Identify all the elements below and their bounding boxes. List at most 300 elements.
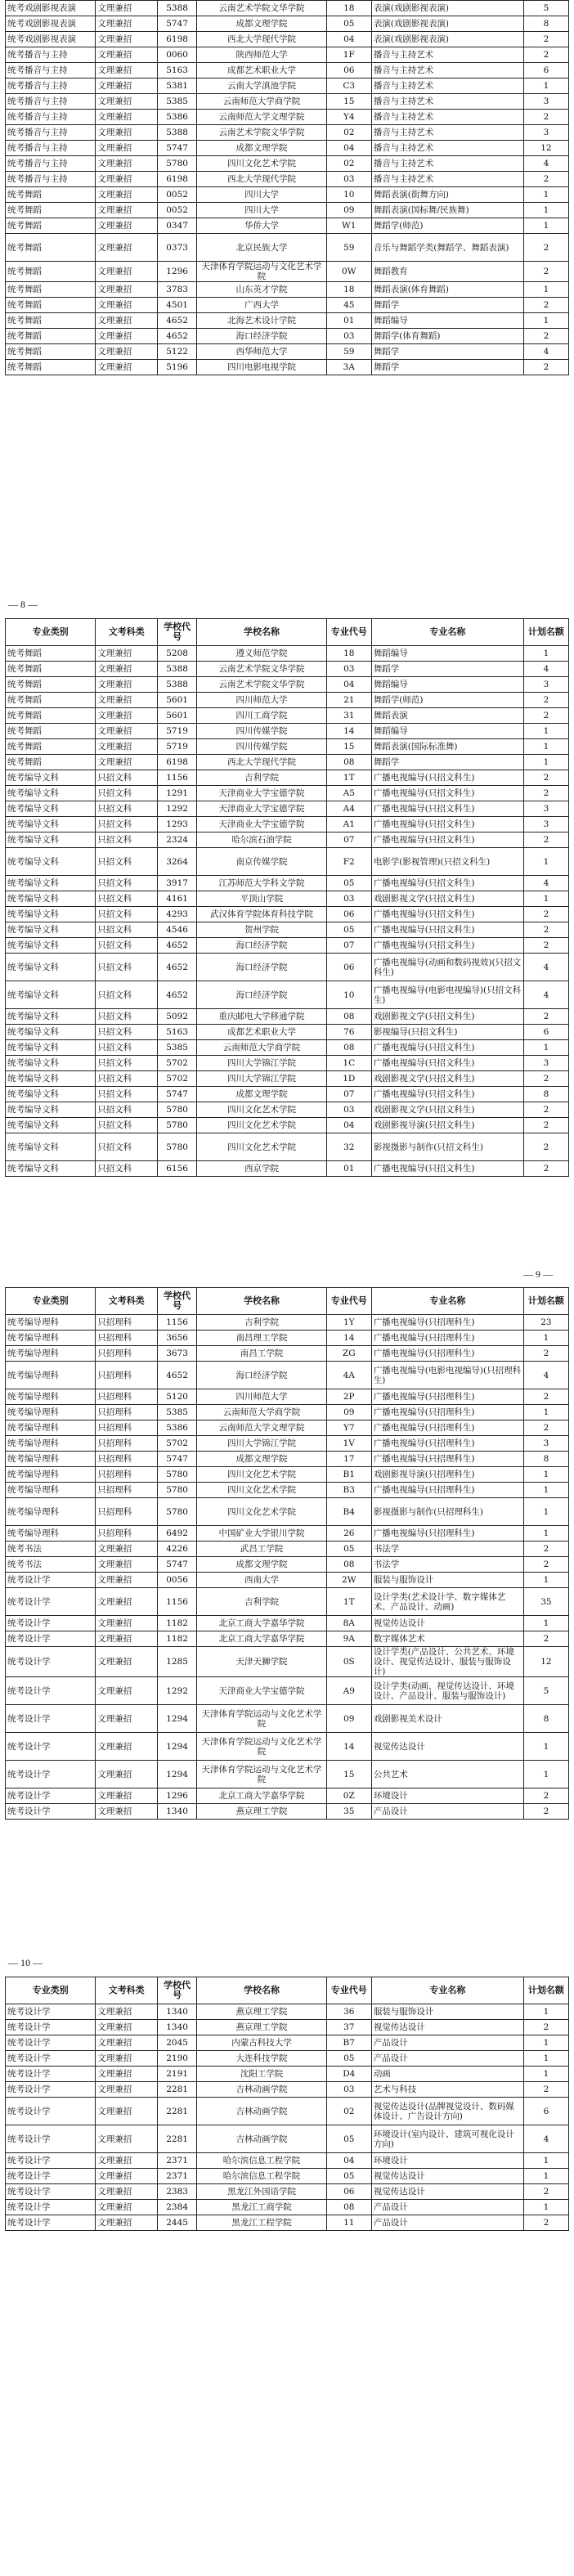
plan-count-cell: 2 <box>523 922 568 938</box>
column-header-cat: 专业类别 <box>6 1977 96 2004</box>
category-cell: 统考编导理科 <box>6 1483 96 1498</box>
plan-count-cell: 4 <box>523 156 568 172</box>
category-cell: 统考设计学 <box>6 2184 96 2200</box>
major-code-cell: 09 <box>326 1405 371 1420</box>
school-name-cell: 四川文化艺术学院 <box>197 1133 326 1161</box>
plan-count-cell: 3 <box>523 94 568 110</box>
major-name-cell: 戏剧影视文学(只招文科生) <box>371 1102 523 1118</box>
subject-cell: 文理兼招 <box>96 172 158 187</box>
school-name-cell: 哈尔滨信息工程学院 <box>197 2169 326 2184</box>
major-code-cell: F2 <box>326 848 371 876</box>
school-name-cell: 黑龙江工程学院 <box>197 2215 326 2231</box>
column-header-code: 学校代号 <box>158 619 197 646</box>
major-code-cell: B3 <box>326 1483 371 1498</box>
table-row <box>6 1102 569 1118</box>
major-name-cell: 舞蹈学(体育舞蹈) <box>371 329 523 344</box>
plan-count-cell: 8 <box>523 1705 568 1733</box>
major-name-cell: 广播电视编导(只招理科生) <box>371 1389 523 1405</box>
table-row <box>6 156 569 172</box>
major-code-cell: W1 <box>326 218 371 234</box>
subject-cell: 文理兼招 <box>96 1542 158 1557</box>
plan-count-cell: 23 <box>523 1315 568 1331</box>
major-code-cell: 2P <box>326 1389 371 1405</box>
subject-cell: 文理兼招 <box>96 1588 158 1616</box>
major-name-cell: 戏剧影视文学(只招文科生) <box>371 891 523 907</box>
plan-count-cell: 2 <box>523 693 568 708</box>
subject-cell: 文理兼招 <box>96 1677 158 1705</box>
column-header-plan: 计划名额 <box>523 1288 568 1315</box>
major-code-cell: 17 <box>326 1452 371 1467</box>
school-name-cell: 成都文理学院 <box>197 1557 326 1573</box>
category-cell: 统考设计学 <box>6 2098 96 2125</box>
category-cell: 统考编导文科 <box>6 832 96 848</box>
subject-cell: 文理兼招 <box>96 156 158 172</box>
major-name-cell: 环境设计 <box>371 2153 523 2169</box>
plan-count-cell: 3 <box>523 125 568 141</box>
school-code-cell: 5780 <box>158 156 197 172</box>
subject-cell: 文理兼招 <box>96 329 158 344</box>
plan-count-cell: 1 <box>523 2067 568 2082</box>
school-code-cell: 4652 <box>158 938 197 954</box>
major-code-cell: 1Y <box>326 1315 371 1331</box>
school-code-cell: 1156 <box>158 1315 197 1331</box>
major-code-cell: 09 <box>326 203 371 218</box>
subject-cell: 文理兼招 <box>96 262 158 282</box>
plan-count-cell: 1 <box>523 755 568 770</box>
school-name-cell: 云南师范大学商学院 <box>197 94 326 110</box>
subject-cell: 只招文科 <box>96 1025 158 1040</box>
table-row <box>6 1705 569 1733</box>
school-name-cell: 云南师范大学文理学院 <box>197 110 326 125</box>
school-name-cell: 贺州学院 <box>197 922 326 938</box>
table-row <box>6 187 569 203</box>
subject-cell: 文理兼招 <box>96 125 158 141</box>
subject-cell: 只招文科 <box>96 1102 158 1118</box>
major-code-cell: ZG <box>326 1346 371 1362</box>
plan-count-cell: 8 <box>523 1452 568 1467</box>
school-name-cell: 中国矿业大学银川学院 <box>197 1526 326 1542</box>
school-code-cell: 1296 <box>158 262 197 282</box>
plan-count-cell: 1 <box>523 313 568 329</box>
table-row <box>6 1452 569 1467</box>
plan-count-cell: 8 <box>523 1087 568 1102</box>
school-code-cell: 4652 <box>158 954 197 981</box>
plan-count-cell: 2 <box>523 1788 568 1804</box>
school-code-cell: 5386 <box>158 110 197 125</box>
major-name-cell: 播音与主持艺术 <box>371 172 523 187</box>
category-cell: 统考舞蹈 <box>6 313 96 329</box>
category-cell: 统考播音与主持 <box>6 110 96 125</box>
category-cell: 统考编导文科 <box>6 1071 96 1087</box>
category-cell: 统考设计学 <box>6 1788 96 1804</box>
major-name-cell: 舞蹈编导 <box>371 724 523 739</box>
table-row <box>6 662 569 677</box>
plan-count-cell: 2 <box>523 1542 568 1557</box>
table-row <box>6 1087 569 1102</box>
major-name-cell: 表演(戏剧影视表演) <box>371 1 523 16</box>
school-name-cell: 四川大学锦江学院 <box>197 1056 326 1071</box>
major-name-cell: 舞蹈表演(国际标准舞) <box>371 739 523 755</box>
subject-cell: 文理兼招 <box>96 1557 158 1573</box>
category-cell: 统考设计学 <box>6 1573 96 1588</box>
school-name-cell: 南京传媒学院 <box>197 848 326 876</box>
subject-cell: 只招文科 <box>96 876 158 891</box>
major-code-cell: Y7 <box>326 1420 371 1436</box>
subject-cell: 只招文科 <box>96 981 158 1009</box>
major-code-cell: 0S <box>326 1647 371 1677</box>
table-row <box>6 1071 569 1087</box>
major-code-cell: 32 <box>326 1133 371 1161</box>
school-code-cell: 5092 <box>158 1009 197 1025</box>
major-name-cell: 视觉传达设计 <box>371 2184 523 2200</box>
school-code-cell: 1292 <box>158 801 197 817</box>
major-code-cell: 45 <box>326 298 371 313</box>
plan-count-cell: 2 <box>523 1346 568 1362</box>
major-name-cell: 广播电视编导(只招文科生) <box>371 801 523 817</box>
major-name-cell: 舞蹈学 <box>371 662 523 677</box>
school-name-cell: 江苏师范大学科文学院 <box>197 876 326 891</box>
subject-cell: 文理兼招 <box>96 313 158 329</box>
plan-count-cell: 2 <box>523 938 568 954</box>
school-code-cell: 0052 <box>158 203 197 218</box>
subject-cell: 文理兼招 <box>96 218 158 234</box>
school-code-cell: 4293 <box>158 907 197 922</box>
major-name-cell: 视觉传达设计 <box>371 2169 523 2184</box>
subject-cell: 只招理科 <box>96 1331 158 1346</box>
major-name-cell: 公共艺术 <box>371 1761 523 1788</box>
major-name-cell: 广播电视编导(只招理科生) <box>371 1331 523 1346</box>
major-code-cell: 07 <box>326 832 371 848</box>
school-name-cell: 四川文化艺术学院 <box>197 1118 326 1133</box>
page-number: — 9 — <box>523 1268 553 1280</box>
major-code-cell: 11 <box>326 2215 371 2231</box>
major-name-cell: 数字媒体艺术 <box>371 1631 523 1647</box>
major-code-cell: 36 <box>326 2004 371 2020</box>
category-cell: 统考编导文科 <box>6 1133 96 1161</box>
major-name-cell: 广播电视编导(只招文科生) <box>371 938 523 954</box>
page-number: — 10 — <box>8 1957 43 1968</box>
category-cell: 统考设计学 <box>6 1804 96 1820</box>
subject-cell: 只招文科 <box>96 801 158 817</box>
major-code-cell: 04 <box>326 1118 371 1133</box>
plan-count-cell: 2 <box>523 832 568 848</box>
plan-count-cell: 2 <box>523 1133 568 1161</box>
major-code-cell: 31 <box>326 708 371 724</box>
school-code-cell: 2281 <box>158 2098 197 2125</box>
table-row <box>6 1677 569 1705</box>
major-name-cell: 音乐与舞蹈学类(舞蹈学、舞蹈表演) <box>371 234 523 262</box>
category-cell: 统考舞蹈 <box>6 693 96 708</box>
major-code-cell: 02 <box>326 2098 371 2125</box>
school-name-cell: 遵义师范学院 <box>197 646 326 662</box>
subject-cell: 文理兼招 <box>96 16 158 32</box>
major-code-cell: 04 <box>326 141 371 156</box>
category-cell: 统考编导文科 <box>6 1102 96 1118</box>
table-row <box>6 1040 569 1056</box>
major-code-cell: 0Z <box>326 1788 371 1804</box>
plan-count-cell: 2 <box>523 1557 568 1573</box>
table-row <box>6 708 569 724</box>
school-name-cell: 燕京理工学院 <box>197 2004 326 2020</box>
school-name-cell: 天津商业大学宝德学院 <box>197 801 326 817</box>
plan-count-cell: 1 <box>523 282 568 298</box>
column-header-school: 学校名称 <box>197 619 326 646</box>
major-code-cell: A1 <box>326 817 371 832</box>
subject-cell: 只招文科 <box>96 1040 158 1056</box>
subject-cell: 只招文科 <box>96 922 158 938</box>
category-cell: 统考编导文科 <box>6 786 96 801</box>
plan-count-cell: 2 <box>523 1804 568 1820</box>
major-code-cell: 37 <box>326 2020 371 2035</box>
category-cell: 统考设计学 <box>6 1733 96 1761</box>
major-name-cell: 广播电视编导(只招理科生) <box>371 1452 523 1467</box>
plan-count-cell: 1 <box>523 1331 568 1346</box>
category-cell: 统考设计学 <box>6 1647 96 1677</box>
plan-count-cell: 1 <box>523 2153 568 2169</box>
plan-count-cell: 2 <box>523 770 568 786</box>
table-header-row <box>6 1288 569 1315</box>
plan-count-cell: 4 <box>523 876 568 891</box>
school-name-cell: 海口经济学院 <box>197 954 326 981</box>
column-header-mcode: 专业代号 <box>326 1288 371 1315</box>
table-row <box>6 1647 569 1677</box>
school-code-cell: 2045 <box>158 2035 197 2051</box>
school-code-cell: 0373 <box>158 234 197 262</box>
school-code-cell: 5388 <box>158 677 197 693</box>
category-cell: 统考编导文科 <box>6 1056 96 1071</box>
category-cell: 统考舞蹈 <box>6 755 96 770</box>
school-name-cell: 吉林动画学院 <box>197 2098 326 2125</box>
school-code-cell: 5780 <box>158 1133 197 1161</box>
school-code-cell: 1156 <box>158 1588 197 1616</box>
table-row <box>6 2184 569 2200</box>
major-code-cell: B1 <box>326 1467 371 1483</box>
major-name-cell: 设计学类(艺术设计学、数字媒体艺术、产品设计、动画) <box>371 1588 523 1616</box>
major-code-cell: 10 <box>326 981 371 1009</box>
subject-cell: 文理兼招 <box>96 2215 158 2231</box>
category-cell: 统考舞蹈 <box>6 329 96 344</box>
school-code-cell: 5120 <box>158 1389 197 1405</box>
table-row <box>6 1420 569 1436</box>
school-name-cell: 大连科技学院 <box>197 2051 326 2067</box>
major-name-cell: 戏剧影视文学(只招文科生) <box>371 1071 523 1087</box>
subject-cell: 文理兼招 <box>96 79 158 94</box>
major-name-cell: 广播电视编导(只招理科生) <box>371 1483 523 1498</box>
major-name-cell: 播音与主持艺术 <box>371 79 523 94</box>
school-code-cell: 5747 <box>158 1087 197 1102</box>
category-cell: 统考舞蹈 <box>6 298 96 313</box>
major-name-cell: 播音与主持艺术 <box>371 94 523 110</box>
category-cell: 统考播音与主持 <box>6 94 96 110</box>
school-name-cell: 吉利学院 <box>197 1315 326 1331</box>
plan-count-cell: 2 <box>523 1071 568 1087</box>
major-code-cell: 1T <box>326 1588 371 1616</box>
subject-cell: 文理兼招 <box>96 1733 158 1761</box>
subject-cell: 只招理科 <box>96 1498 158 1526</box>
major-code-cell: 09 <box>326 1705 371 1733</box>
category-cell: 统考编导文科 <box>6 922 96 938</box>
major-code-cell: 35 <box>326 1804 371 1820</box>
school-code-cell: 5702 <box>158 1056 197 1071</box>
category-cell: 统考设计学 <box>6 2169 96 2184</box>
school-code-cell: 1292 <box>158 1677 197 1705</box>
school-code-cell: 5747 <box>158 1452 197 1467</box>
table-row <box>6 922 569 938</box>
major-code-cell: 4A <box>326 1362 371 1389</box>
table-row <box>6 1315 569 1331</box>
major-code-cell: 06 <box>326 954 371 981</box>
subject-cell: 只招文科 <box>96 1161 158 1177</box>
table-row <box>6 262 569 282</box>
category-cell: 统考编导理科 <box>6 1346 96 1362</box>
subject-cell: 只招理科 <box>96 1483 158 1498</box>
category-cell: 统考编导理科 <box>6 1315 96 1331</box>
school-code-cell: 1340 <box>158 1804 197 1820</box>
subject-cell: 只招理科 <box>96 1362 158 1389</box>
major-name-cell: 播音与主持艺术 <box>371 156 523 172</box>
subject-cell: 文理兼招 <box>96 94 158 110</box>
major-code-cell: 06 <box>326 907 371 922</box>
school-code-cell: 4161 <box>158 891 197 907</box>
admission-plan-table <box>5 1977 569 2231</box>
school-code-cell: 2281 <box>158 2125 197 2153</box>
table-row <box>6 891 569 907</box>
school-code-cell: 5747 <box>158 16 197 32</box>
school-code-cell: 6492 <box>158 1526 197 1542</box>
subject-cell: 只招理科 <box>96 1436 158 1452</box>
school-name-cell: 南昌理工学院 <box>197 1331 326 1346</box>
major-name-cell: 广播电视编导(动画和数码视效)(只招文科生) <box>371 954 523 981</box>
subject-cell: 文理兼招 <box>96 755 158 770</box>
table-row <box>6 2082 569 2098</box>
table-row <box>6 1331 569 1346</box>
major-code-cell: A5 <box>326 786 371 801</box>
table-row <box>6 1733 569 1761</box>
category-cell: 统考舞蹈 <box>6 724 96 739</box>
category-cell: 统考编导文科 <box>6 848 96 876</box>
major-code-cell: 03 <box>326 172 371 187</box>
subject-cell: 只招文科 <box>96 1133 158 1161</box>
school-code-cell: 4652 <box>158 1362 197 1389</box>
table-row <box>6 2098 569 2125</box>
major-name-cell: 广播电视编导(只招理科生) <box>371 1420 523 1436</box>
school-name-cell: 云南艺术学院文华学院 <box>197 125 326 141</box>
table-row <box>6 786 569 801</box>
major-name-cell: 影视摄影与制作(只招文科生) <box>371 1133 523 1161</box>
plan-count-cell: 2 <box>523 2215 568 2231</box>
column-header-plan: 计划名额 <box>523 1977 568 2004</box>
table-row <box>6 360 569 375</box>
school-name-cell: 西南大学 <box>197 1573 326 1588</box>
school-code-cell: 0056 <box>158 1573 197 1588</box>
school-name-cell: 云南艺术学院文华学院 <box>197 662 326 677</box>
school-name-cell: 天津商业大学宝德学院 <box>197 817 326 832</box>
major-code-cell: 0W <box>326 262 371 282</box>
major-name-cell: 广播电视编导(只招理科生) <box>371 1405 523 1420</box>
table-row <box>6 1056 569 1071</box>
major-name-cell: 产品设计 <box>371 2051 523 2067</box>
subject-cell: 文理兼招 <box>96 693 158 708</box>
category-cell: 统考播音与主持 <box>6 125 96 141</box>
category-cell: 统考戏剧影视表演 <box>6 1 96 16</box>
category-cell: 统考设计学 <box>6 1677 96 1705</box>
category-cell: 统考设计学 <box>6 2020 96 2035</box>
category-cell: 统考编导理科 <box>6 1362 96 1389</box>
subject-cell: 只招理科 <box>96 1452 158 1467</box>
table-row <box>6 1346 569 1362</box>
major-code-cell: 1T <box>326 770 371 786</box>
table-row <box>6 770 569 786</box>
category-cell: 统考舞蹈 <box>6 646 96 662</box>
plan-count-cell: 3 <box>523 817 568 832</box>
major-name-cell: 服装与服饰设计 <box>371 1573 523 1588</box>
major-code-cell: 26 <box>326 1526 371 1542</box>
school-name-cell: 云南师范大学商学院 <box>197 1040 326 1056</box>
plan-count-cell: 6 <box>523 2098 568 2125</box>
table-row <box>6 110 569 125</box>
major-name-cell: 产品设计 <box>371 2035 523 2051</box>
major-code-cell: Y4 <box>326 110 371 125</box>
school-code-cell: 1294 <box>158 1733 197 1761</box>
major-code-cell: 15 <box>326 739 371 755</box>
school-name-cell: 云南艺术学院文华学院 <box>197 677 326 693</box>
plan-count-cell: 1 <box>523 2051 568 2067</box>
subject-cell: 文理兼招 <box>96 677 158 693</box>
subject-cell: 只招文科 <box>96 938 158 954</box>
major-code-cell: 02 <box>326 125 371 141</box>
major-code-cell: 08 <box>326 1009 371 1025</box>
category-cell: 统考编导理科 <box>6 1498 96 1526</box>
category-cell: 统考编导文科 <box>6 770 96 786</box>
plan-count-cell: 1 <box>523 1573 568 1588</box>
school-name-cell: 武汉体育学院体育科技学院 <box>197 907 326 922</box>
subject-cell: 文理兼招 <box>96 187 158 203</box>
category-cell: 统考播音与主持 <box>6 79 96 94</box>
column-header-kind: 文考科类 <box>96 1288 158 1315</box>
school-code-cell: 5163 <box>158 63 197 79</box>
school-name-cell: 吉利学院 <box>197 1588 326 1616</box>
column-header-kind: 文考科类 <box>96 619 158 646</box>
admission-plan-table <box>5 618 569 1177</box>
table-row <box>6 817 569 832</box>
major-code-cell: 10 <box>326 187 371 203</box>
column-header-code: 学校代号 <box>158 1288 197 1315</box>
table-row <box>6 218 569 234</box>
major-name-cell: 舞蹈编导 <box>371 646 523 662</box>
school-name-cell: 四川文化艺术学院 <box>197 1467 326 1483</box>
table-header-row <box>6 619 569 646</box>
page-number: — 8 — <box>8 599 38 610</box>
subject-cell: 文理兼招 <box>96 110 158 125</box>
subject-cell: 文理兼招 <box>96 298 158 313</box>
major-name-cell: 影视编导(只招文科生) <box>371 1025 523 1040</box>
subject-cell: 文理兼招 <box>96 141 158 156</box>
school-code-cell: 5702 <box>158 1436 197 1452</box>
major-name-cell: 环境设计 <box>371 1788 523 1804</box>
subject-cell: 只招理科 <box>96 1389 158 1405</box>
category-cell: 统考编导文科 <box>6 891 96 907</box>
subject-cell: 文理兼招 <box>96 47 158 63</box>
major-name-cell: 播音与主持艺术 <box>371 141 523 156</box>
category-cell: 统考舞蹈 <box>6 662 96 677</box>
major-name-cell: 广播电视编导(只招文科生) <box>371 770 523 786</box>
plan-count-cell: 2 <box>523 1009 568 1025</box>
column-header-cat: 专业类别 <box>6 1288 96 1315</box>
plan-count-cell: 4 <box>523 954 568 981</box>
major-name-cell: 设计学类(动画、视觉传达设计、环境设计、产品设计、服装与服饰设计) <box>371 1677 523 1705</box>
school-name-cell: 北海艺术设计学院 <box>197 313 326 329</box>
subject-cell: 只招文科 <box>96 770 158 786</box>
